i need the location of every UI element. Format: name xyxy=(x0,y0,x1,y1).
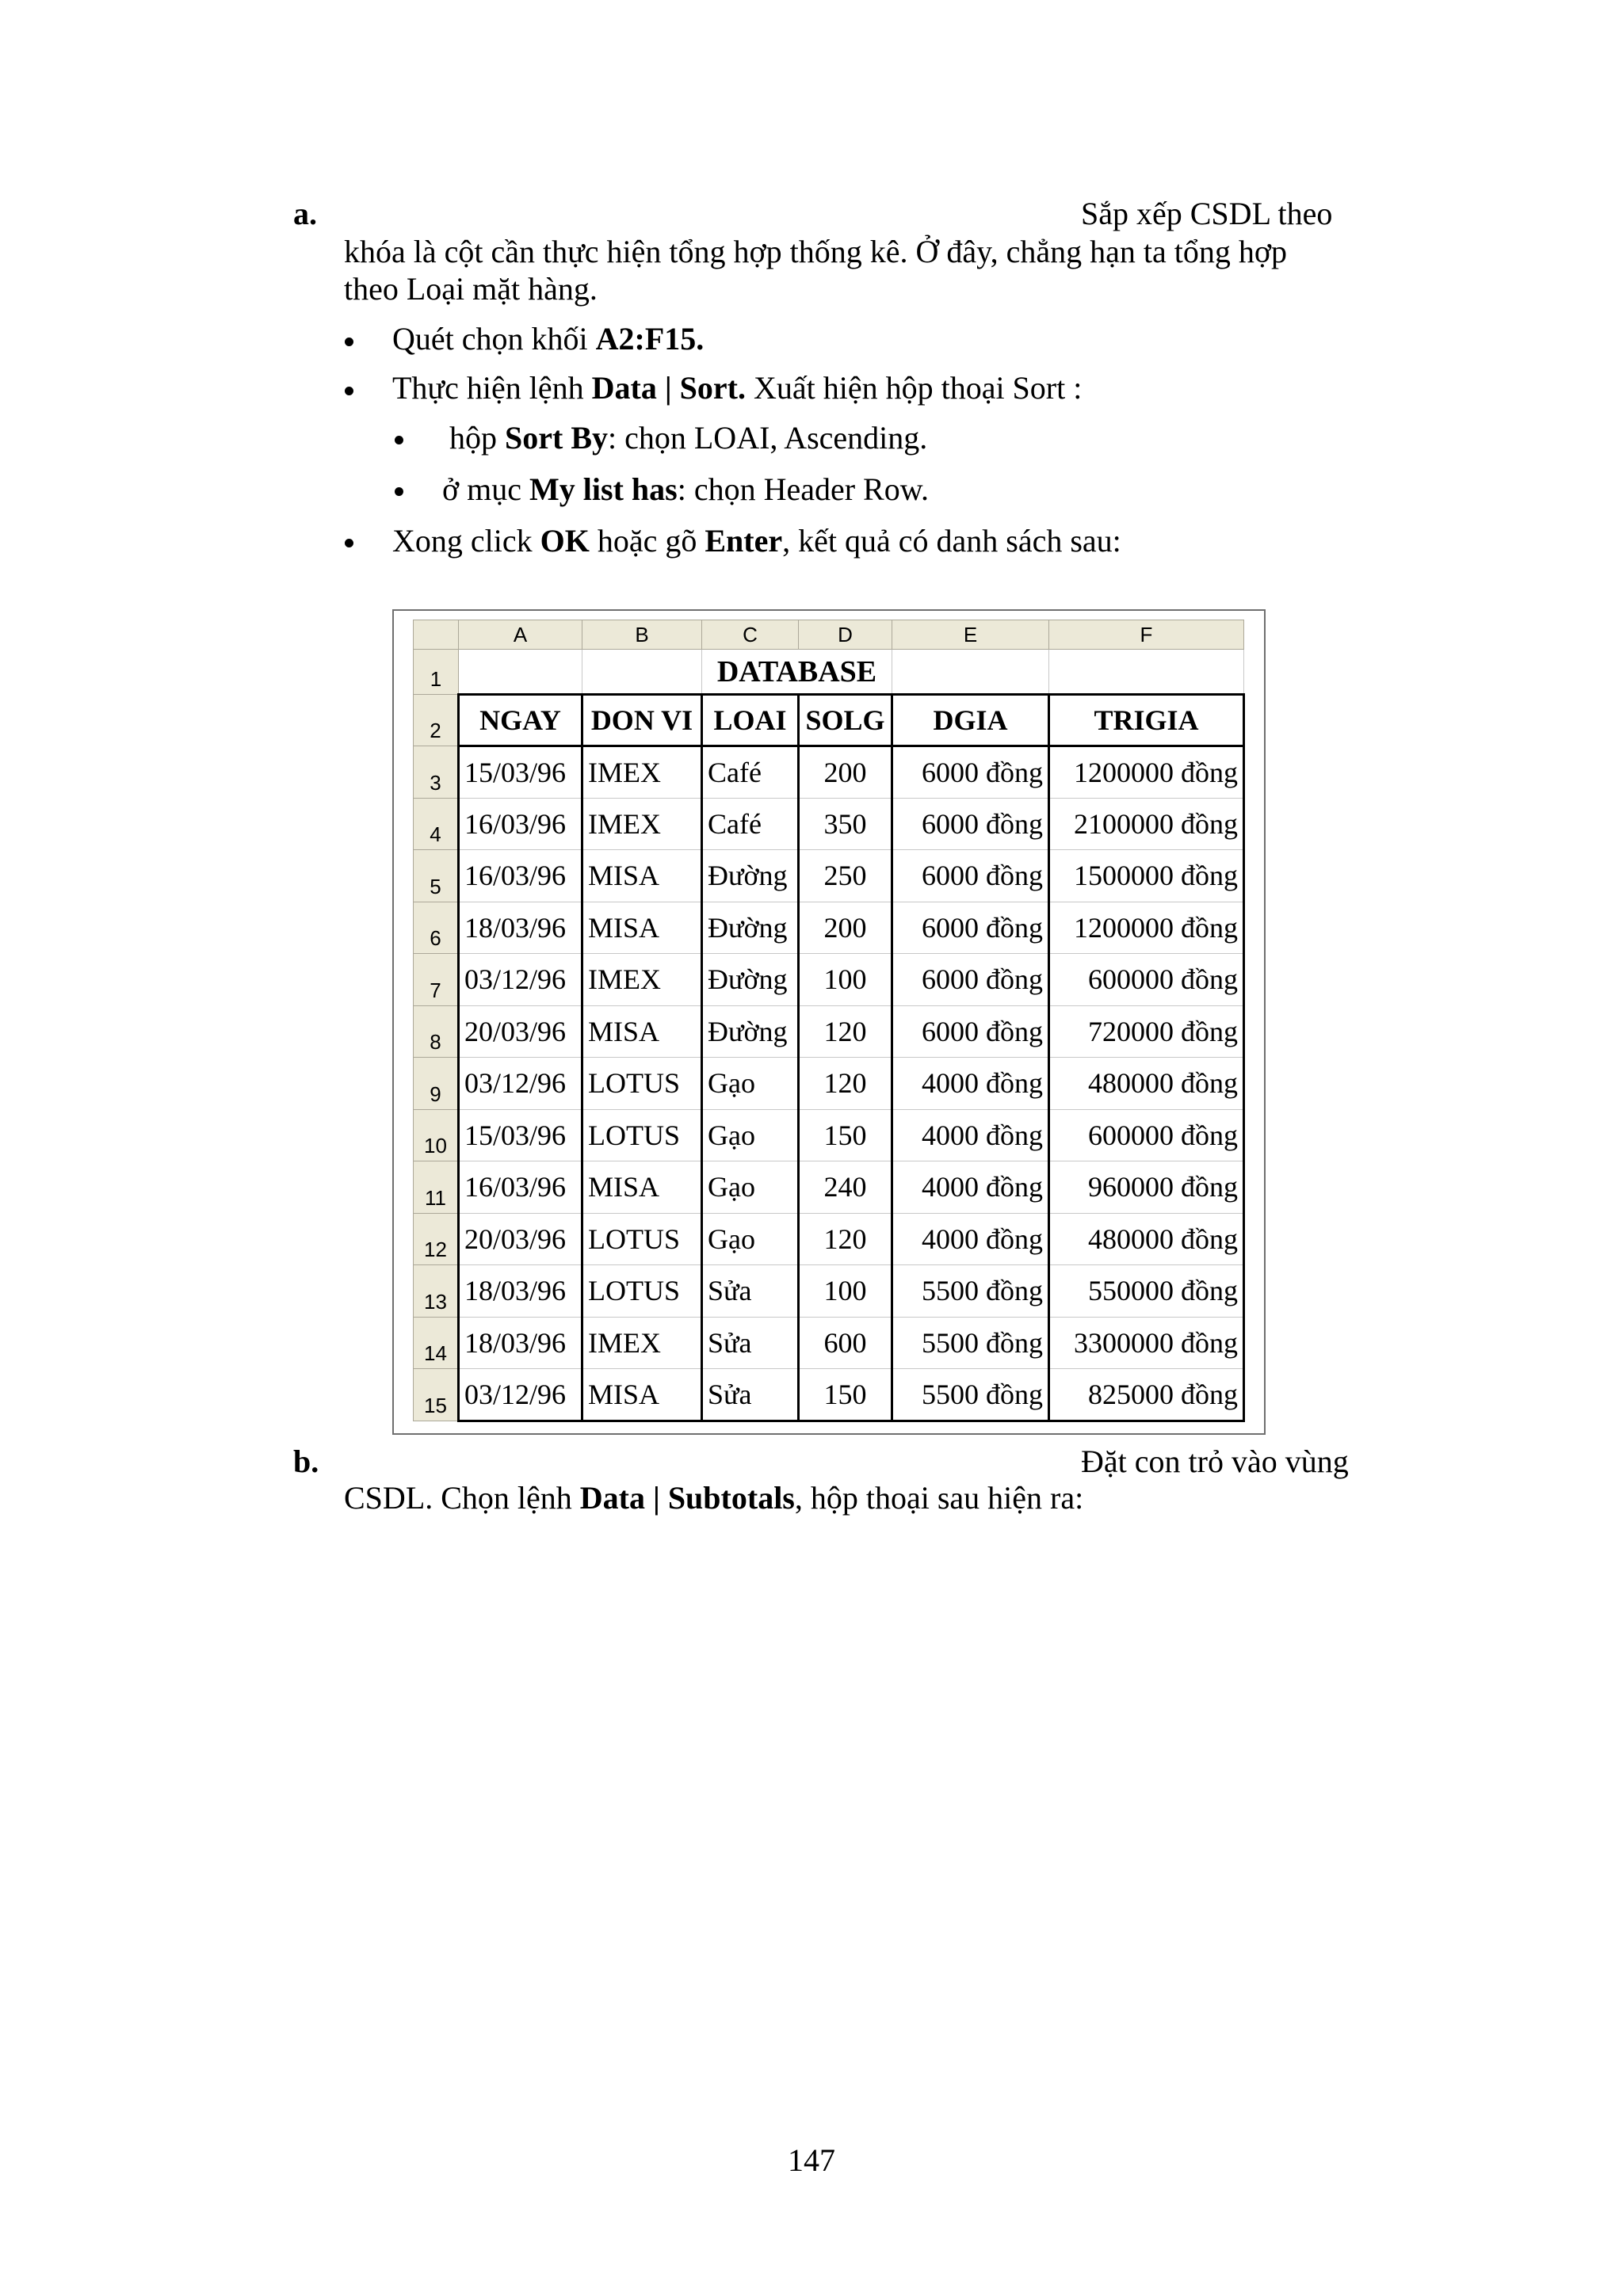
row-header: 12 xyxy=(414,1213,459,1265)
loai-cell: Café xyxy=(702,746,799,799)
loai-cell: Gạo xyxy=(702,1058,799,1110)
step-item xyxy=(392,523,1121,559)
table-row xyxy=(414,746,1244,799)
trigia-cell: 550000 đồng xyxy=(1049,1265,1244,1318)
loai-cell: Gạo xyxy=(702,1161,799,1214)
row-header: 3 xyxy=(414,746,459,799)
ngay-cell: 18/03/96 xyxy=(459,902,582,954)
section-a-line: khóa là cột cần thực hiện tổng hợp thống kê. Ở đây, chẳng hạn ta tổng hợp xyxy=(344,234,1287,269)
table-row xyxy=(414,1213,1244,1265)
solg-cell: 600 xyxy=(799,1317,892,1369)
trigia-cell: 600000 đồng xyxy=(1049,954,1244,1006)
step-text: : chọn LOAI, Ascending. xyxy=(608,420,928,456)
loai-cell: Gạo xyxy=(702,1213,799,1265)
row-header: 13 xyxy=(414,1265,459,1318)
section-b-line xyxy=(344,1480,1083,1516)
solg-cell: 120 xyxy=(799,1005,892,1058)
section-a-line: theo Loại mặt hàng. xyxy=(344,271,598,307)
don-vi-cell: IMEX xyxy=(582,746,702,799)
step-emphasis: Sort By xyxy=(505,420,608,456)
bullet-icon xyxy=(345,338,353,346)
don-vi-cell: MISA xyxy=(582,1005,702,1058)
don-vi-cell: IMEX xyxy=(582,798,702,850)
field-header-don-vi: DON VI xyxy=(582,695,702,746)
row-header: 5 xyxy=(414,850,459,902)
dgia-cell: 5500 đồng xyxy=(892,1265,1049,1318)
row-header: 4 xyxy=(414,798,459,850)
table-row xyxy=(414,850,1244,902)
step-text: Quét chọn khối xyxy=(392,321,596,357)
solg-cell: 120 xyxy=(799,1058,892,1110)
step-emphasis: Enter xyxy=(705,523,783,559)
ngay-cell: 18/03/96 xyxy=(459,1265,582,1318)
sheet-row xyxy=(414,650,1244,695)
table-row xyxy=(414,902,1244,954)
bullet-icon xyxy=(395,436,403,444)
step-item xyxy=(392,321,704,357)
ngay-cell: 15/03/96 xyxy=(459,1109,582,1161)
database-title-cell: DATABASE xyxy=(702,650,892,695)
ngay-cell: 03/12/96 xyxy=(459,1369,582,1421)
empty-cell xyxy=(459,650,582,695)
loai-cell: Đường xyxy=(702,850,799,902)
step-text: Thực hiện lệnh xyxy=(392,370,592,406)
table-row xyxy=(414,1161,1244,1214)
ngay-cell: 16/03/96 xyxy=(459,1161,582,1214)
loai-cell: Đường xyxy=(702,954,799,1006)
loai-cell: Đường xyxy=(702,1005,799,1058)
trigia-cell: 2100000 đồng xyxy=(1049,798,1244,850)
row-header: 15 xyxy=(414,1369,459,1421)
step-text: Xuất hiện hộp thoại Sort : xyxy=(745,370,1083,406)
ngay-cell: 03/12/96 xyxy=(459,1058,582,1110)
table-row xyxy=(414,1317,1244,1369)
section-a-marker: a. xyxy=(293,196,317,231)
don-vi-cell: MISA xyxy=(582,1369,702,1421)
trigia-cell: 600000 đồng xyxy=(1049,1109,1244,1161)
step-text: ở mục xyxy=(442,471,530,507)
column-header: A xyxy=(459,620,582,650)
row-header: 2 xyxy=(414,695,459,746)
trigia-cell: 720000 đồng xyxy=(1049,1005,1244,1058)
dgia-cell: 5500 đồng xyxy=(892,1317,1049,1369)
ngay-cell: 20/03/96 xyxy=(459,1213,582,1265)
don-vi-cell: LOTUS xyxy=(582,1109,702,1161)
dgia-cell: 4000 đồng xyxy=(892,1161,1049,1214)
don-vi-cell: MISA xyxy=(582,902,702,954)
select-all-corner xyxy=(414,620,459,650)
column-header: D xyxy=(799,620,892,650)
dgia-cell: 6000 đồng xyxy=(892,1005,1049,1058)
don-vi-cell: MISA xyxy=(582,1161,702,1214)
empty-cell xyxy=(1049,650,1244,695)
dgia-cell: 6000 đồng xyxy=(892,954,1049,1006)
column-header: F xyxy=(1049,620,1244,650)
dgia-cell: 4000 đồng xyxy=(892,1109,1049,1161)
dgia-cell: 6000 đồng xyxy=(892,798,1049,850)
bullet-icon xyxy=(395,487,403,496)
sub-step-item xyxy=(442,471,929,508)
step-emphasis: My list has xyxy=(529,471,678,507)
column-header: B xyxy=(582,620,702,650)
step-item xyxy=(392,370,1082,406)
step-emphasis: OK xyxy=(540,523,590,559)
row-header: 9 xyxy=(414,1058,459,1110)
dgia-cell: 5500 đồng xyxy=(892,1369,1049,1421)
trigia-cell: 1200000 đồng xyxy=(1049,902,1244,954)
table-row xyxy=(414,1058,1244,1110)
solg-cell: 100 xyxy=(799,1265,892,1318)
step-text: Xong click xyxy=(392,523,540,559)
loai-cell: Sửa xyxy=(702,1265,799,1318)
don-vi-cell: IMEX xyxy=(582,1317,702,1369)
loai-cell: Đường xyxy=(702,902,799,954)
don-vi-cell: IMEX xyxy=(582,954,702,1006)
trigia-cell: 825000 đồng xyxy=(1049,1369,1244,1421)
row-header: 7 xyxy=(414,954,459,1006)
trigia-cell: 3300000 đồng xyxy=(1049,1317,1244,1369)
bullet-icon xyxy=(345,539,353,547)
column-header-row xyxy=(414,620,1244,650)
field-header-solg: SOLG xyxy=(799,695,892,746)
step-text: , hộp thoại sau hiện ra: xyxy=(794,1480,1084,1516)
field-header-row xyxy=(414,695,1244,746)
section-b-marker: b. xyxy=(293,1444,319,1479)
solg-cell: 100 xyxy=(799,954,892,1006)
bullet-icon xyxy=(345,387,353,395)
field-header-ngay: NGAY xyxy=(459,695,582,746)
dgia-cell: 6000 đồng xyxy=(892,746,1049,799)
solg-cell: 250 xyxy=(799,850,892,902)
column-header: C xyxy=(702,620,799,650)
don-vi-cell: LOTUS xyxy=(582,1058,702,1110)
ngay-cell: 18/03/96 xyxy=(459,1317,582,1369)
don-vi-cell: LOTUS xyxy=(582,1265,702,1318)
step-text: , kết quả có danh sách sau: xyxy=(782,523,1121,559)
table-row xyxy=(414,1369,1244,1421)
row-header: 1 xyxy=(414,650,459,695)
field-header-loai: LOAI xyxy=(702,695,799,746)
solg-cell: 150 xyxy=(799,1369,892,1421)
section-b-lead: Đặt con trỏ vào vùng xyxy=(1081,1444,1349,1479)
step-text: CSDL. Chọn lệnh xyxy=(344,1480,580,1516)
trigia-cell: 1200000 đồng xyxy=(1049,746,1244,799)
row-header: 10 xyxy=(414,1109,459,1161)
ngay-cell: 16/03/96 xyxy=(459,798,582,850)
row-header: 14 xyxy=(414,1317,459,1369)
table-row xyxy=(414,1109,1244,1161)
solg-cell: 350 xyxy=(799,798,892,850)
solg-cell: 240 xyxy=(799,1161,892,1214)
table-row xyxy=(414,1265,1244,1318)
solg-cell: 200 xyxy=(799,746,892,799)
table-row xyxy=(414,954,1244,1006)
column-header: E xyxy=(892,620,1049,650)
section-a-lead: Sắp xếp CSDL theo xyxy=(1081,196,1333,231)
dgia-cell: 4000 đồng xyxy=(892,1213,1049,1265)
step-text: hộp xyxy=(449,420,505,456)
ngay-cell: 20/03/96 xyxy=(459,1005,582,1058)
row-header: 6 xyxy=(414,902,459,954)
table-row xyxy=(414,798,1244,850)
solg-cell: 120 xyxy=(799,1213,892,1265)
trigia-cell: 480000 đồng xyxy=(1049,1058,1244,1110)
table-row xyxy=(414,1005,1244,1058)
don-vi-cell: MISA xyxy=(582,850,702,902)
empty-cell xyxy=(582,650,702,695)
row-header: 11 xyxy=(414,1161,459,1214)
trigia-cell: 480000 đồng xyxy=(1049,1213,1244,1265)
ngay-cell: 03/12/96 xyxy=(459,954,582,1006)
empty-cell xyxy=(892,650,1049,695)
step-emphasis: Data | Sort. xyxy=(591,370,746,406)
step-emphasis: A2:F15. xyxy=(595,321,705,357)
don-vi-cell: LOTUS xyxy=(582,1213,702,1265)
ngay-cell: 15/03/96 xyxy=(459,746,582,799)
loai-cell: Café xyxy=(702,798,799,850)
solg-cell: 200 xyxy=(799,902,892,954)
ngay-cell: 16/03/96 xyxy=(459,850,582,902)
step-emphasis: Data | Subtotals xyxy=(579,1480,795,1516)
loai-cell: Sửa xyxy=(702,1369,799,1421)
dgia-cell: 4000 đồng xyxy=(892,1058,1049,1110)
dgia-cell: 6000 đồng xyxy=(892,850,1049,902)
spreadsheet-grid xyxy=(413,620,1245,1422)
field-header-dgia: DGIA xyxy=(892,695,1049,746)
spreadsheet-screenshot xyxy=(392,609,1266,1435)
sub-step-item xyxy=(449,420,927,456)
loai-cell: Sửa xyxy=(702,1317,799,1369)
loai-cell: Gạo xyxy=(702,1109,799,1161)
step-text: hoặc gõ xyxy=(589,523,705,559)
trigia-cell: 1500000 đồng xyxy=(1049,850,1244,902)
page-number: 147 xyxy=(788,2142,835,2178)
solg-cell: 150 xyxy=(799,1109,892,1161)
row-header: 8 xyxy=(414,1005,459,1058)
trigia-cell: 960000 đồng xyxy=(1049,1161,1244,1214)
step-text: : chọn Header Row. xyxy=(677,471,930,507)
field-header-trigia: TRIGIA xyxy=(1049,695,1244,746)
dgia-cell: 6000 đồng xyxy=(892,902,1049,954)
